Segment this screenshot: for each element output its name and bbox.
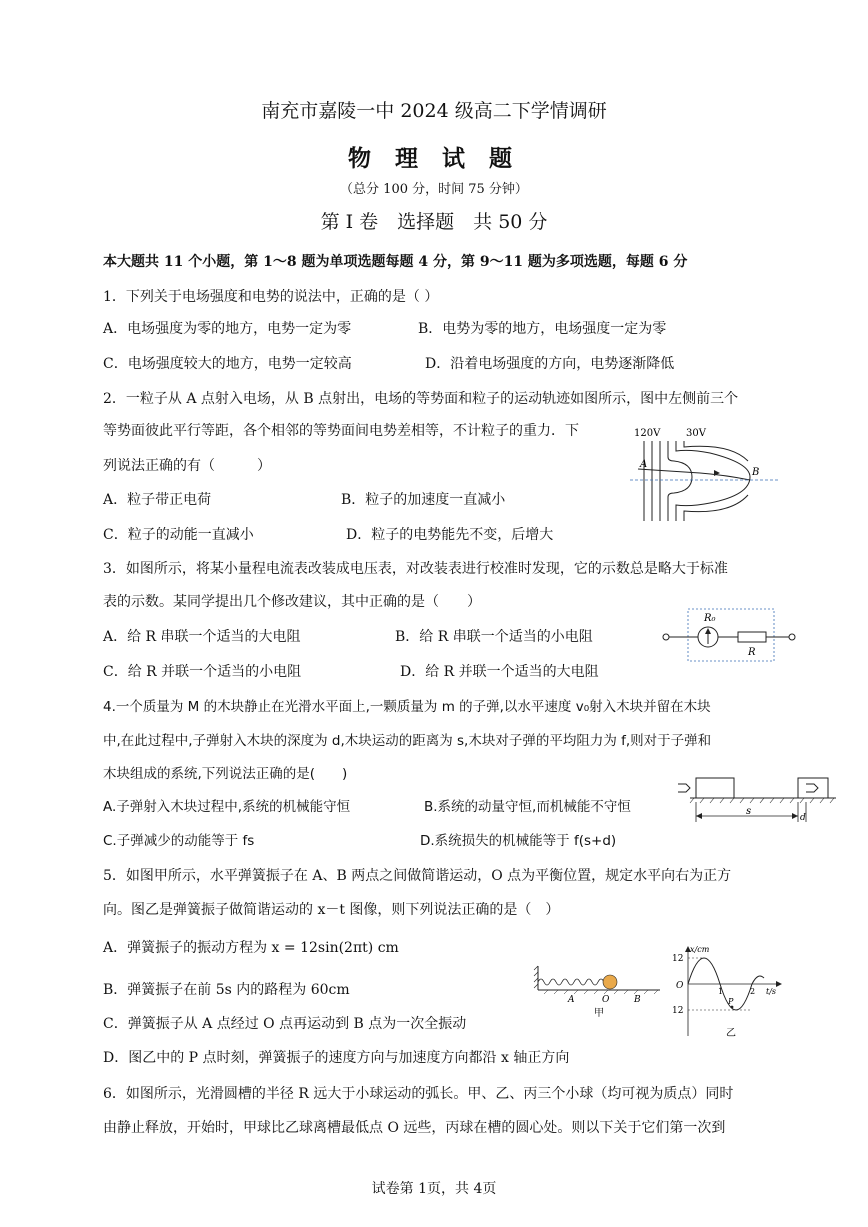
q4-stem-line1: 4.一个质量为 M 的木块静止在光滑水平面上,一颗质量为 m 的子弹,以水平速度 v₀射入木块并留在木块 [103,699,711,715]
q2-label-b: B [752,467,760,478]
q4-option-d: D.系统损失的机械能等于 f(s+d) [420,833,617,849]
section-title: 第 I 卷 选择题 共 50 分 [320,211,548,233]
q4-option-b: B.系统的动量守恒,而机械能不守恒 [424,799,631,815]
q5-graph-tick2: 2 [750,987,756,996]
q2-option-b: B．粒子的加速度一直减小 [341,492,506,508]
q2-equipotential-figure [630,425,780,525]
exam-info: （总分 100 分，时间 75 分钟） [340,182,528,197]
school-title: 南充市嘉陵一中 2024 级高二下学情调研 [261,100,607,122]
q4-option-a: A.子弹射入木块过程中,系统的机械能守恒 [103,799,351,815]
q4-label-s: s [746,806,752,817]
q4-label-d: d [800,813,806,823]
q3-option-d: D．给 R 并联一个适当的大电阻 [400,664,599,680]
q2-option-d: D．粒子的电势能先不变，后增大 [346,527,554,543]
q5-label-a: A [568,995,575,1005]
q5-stem-line2: 向。图乙是弹簧振子做简谐运动的 x－t 图像，则下列说法正确的是（ ） [103,902,560,918]
q2-stem-line3: 列说法正确的有（ ） [103,458,271,474]
q5-xt-graph [668,944,788,1044]
q5-graph-xlabel: t/s [766,987,777,996]
q6-stem-line2: 由静止释放，开始时，甲球比乙球离槽最低点 O 远些，丙球在槽的圆心处。则以下关于它们第一次到 [103,1120,726,1136]
subject-title: 物 理 试 题 [347,145,521,172]
q5-spring-figure [534,964,662,1020]
q2-label-30v: 30V [686,428,706,439]
q3-option-b: B．给 R 串联一个适当的小电阻 [395,629,593,645]
q5-caption-yi: 乙 [726,1028,736,1039]
q4-option-c: C.子弹减少的动能等于 fs [103,833,255,849]
q2-option-c: C．粒子的动能一直减小 [103,527,254,543]
q4-block-figure [676,772,836,828]
q4-stem-line3: 木块组成的系统,下列说法正确的是( ) [103,766,348,782]
q5-graph-ybottom: 12 [672,1006,684,1016]
q1-option-a: A．电场强度为零的地方，电势一定为零 [103,321,352,337]
q1-stem: 1．下列关于电场强度和电势的说法中，正确的是（ ） [103,289,439,305]
q5-option-b: B．弹簧振子在前 5s 内的路程为 60cm [103,982,350,998]
q5-caption-jia: 甲 [594,1008,604,1019]
page-footer: 试卷第 1页，共 4页 [371,1181,497,1197]
q5-graph-ytop: 12 [672,954,684,964]
q5-graph-origin: O [676,981,684,991]
q3-label-r0: R₀ [704,613,716,624]
q3-stem-line2: 表的示数。某同学提出几个修改建议，其中正确的是（ ） [103,594,481,610]
q3-circuit-figure [660,607,798,663]
q5-stem-line1: 5．如图甲所示，水平弹簧振子在 A、B 两点之间做简谐运动，O 点为平衡位置，规定水平向右为正方 [103,868,732,884]
q2-label-120v: 120V [634,428,661,439]
q5-option-d: D．图乙中的 P 点时刻，弹簧振子的速度方向与加速度方向都沿 x 轴正方向 [103,1050,570,1066]
q3-stem-line1: 3．如图所示，将某小量程电流表改装成电压表，对改装表进行校准时发现，它的示数总是略大于标准 [103,561,728,577]
q1-option-d: D．沿着电场强度的方向，电势逐渐降低 [425,356,675,372]
q5-graph-ylabel: x/cm [690,945,710,954]
q5-option-a: A．弹簧振子的振动方程为 x = 12sin(2πt) cm [103,940,399,956]
q6-stem-line1: 6．如图所示，光滑圆槽的半径 R 远大于小球运动的弧长。甲、乙、丙三个小球（均可视为质点）同时 [103,1086,734,1102]
q2-option-a: A．粒子带正电荷 [103,492,212,508]
q5-graph-point-p: P [728,997,734,1006]
q3-label-r: R [748,647,756,658]
q4-stem-line2: 中,在此过程中,子弹射入木块的深度为 d,木块运动的距离为 s,木块对子弹的平均阻力为 f,则对于子弹和 [103,733,712,749]
q5-option-c: C．弹簧振子从 A 点经过 O 点再运动到 B 点为一次全振动 [103,1016,467,1032]
q3-option-a: A．给 R 串联一个适当的大电阻 [103,629,301,645]
q1-option-b: B．电势为零的地方，电场强度一定为零 [418,321,667,337]
q2-label-a: A [640,459,648,470]
q5-graph-tick1: 1 [718,987,724,996]
instructions: 本大题共 11 个小题，第 1～8 题为单项选题每题 4 分，第 9～11 题为多项选题，每题 6 分 [103,254,688,270]
q2-stem-line2: 等势面彼此平行等距，各个相邻的等势面间电势差相等，不计粒子的重力．下 [103,423,579,439]
q2-stem-line1: 2．一粒子从 A 点射入电场，从 B 点射出，电场的等势面和粒子的运动轨迹如图所示，图中左侧前三个 [103,391,739,407]
q5-label-b: B [634,995,641,1005]
q5-label-o: O [602,995,610,1005]
q1-option-c: C．电场强度较大的地方，电势一定较高 [103,356,352,372]
q3-option-c: C．给 R 并联一个适当的小电阻 [103,664,302,680]
